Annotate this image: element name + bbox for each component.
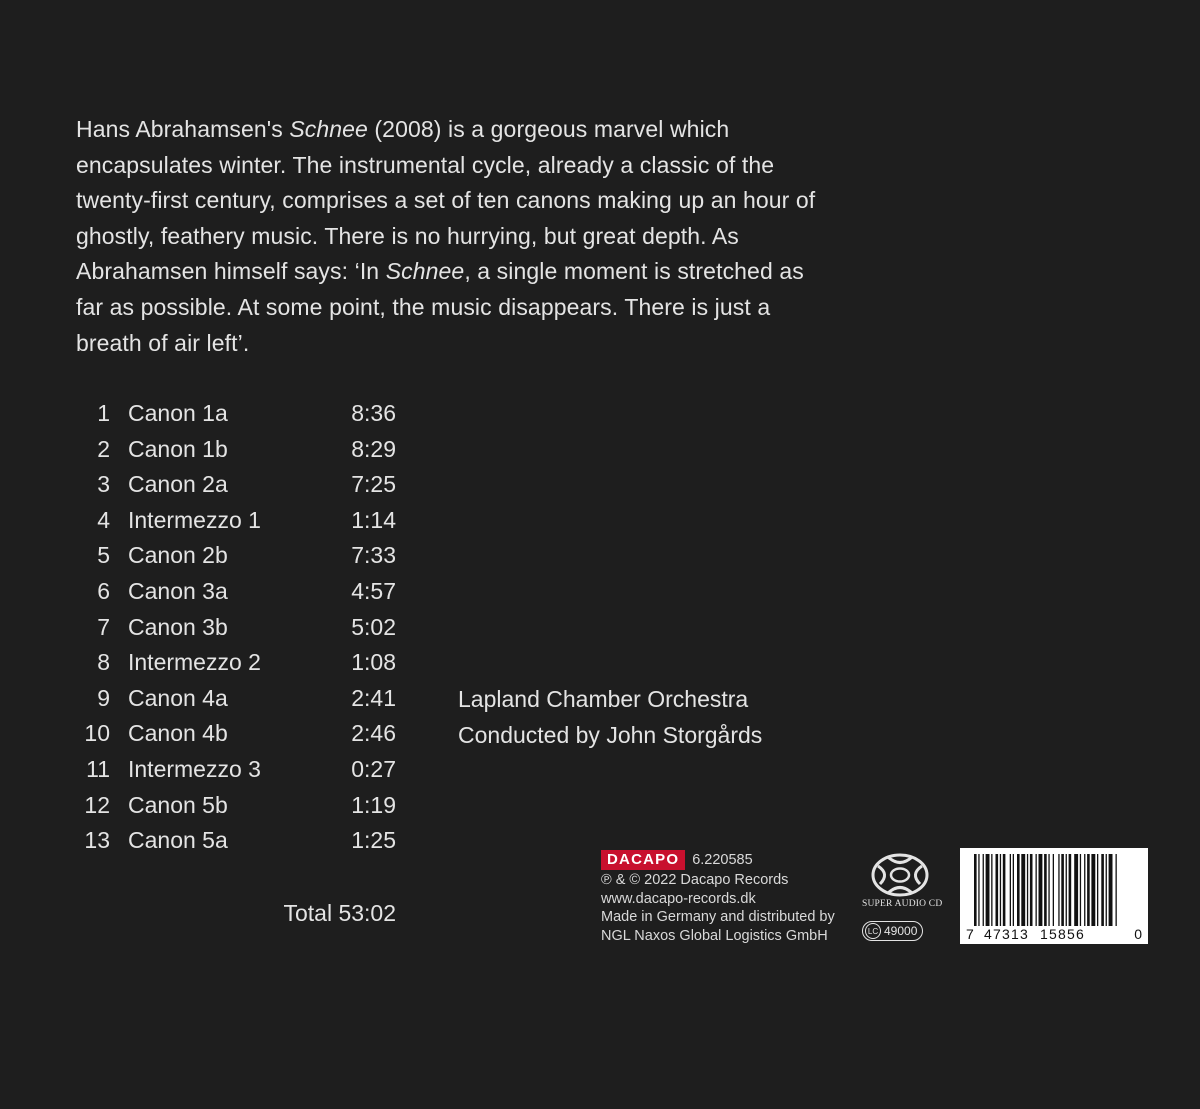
track-number: 4 — [97, 506, 110, 533]
track-title: Canon 2a — [128, 471, 228, 498]
intro-work-title: Schnee — [289, 116, 368, 142]
track-duration: 8:29 — [351, 435, 396, 462]
barcode — [960, 848, 1148, 944]
track-row — [70, 574, 410, 610]
track-number: 13 — [84, 827, 110, 854]
track-number: 10 — [84, 720, 110, 747]
track-title: Canon 4a — [128, 684, 228, 711]
barcode-right-group: 15856 — [1040, 926, 1085, 942]
sacd-text: SUPER AUDIO CD — [862, 899, 943, 909]
track-row — [70, 467, 410, 503]
barcode-lead-digit: 7 — [966, 926, 974, 942]
track-row — [70, 681, 410, 717]
track-row — [70, 538, 410, 574]
track-duration: 1:19 — [351, 791, 396, 818]
track-duration: 4:57 — [351, 577, 396, 604]
track-title: Intermezzo 3 — [128, 755, 261, 782]
label-info — [601, 849, 835, 945]
track-number: 9 — [97, 684, 110, 711]
track-row — [70, 752, 410, 788]
track-row — [70, 716, 410, 752]
track-row — [70, 610, 410, 646]
intro-work-title-2: Schnee — [385, 258, 465, 285]
track-row — [70, 432, 410, 468]
track-row — [70, 503, 410, 539]
sacd-disc-icon — [870, 852, 930, 898]
catalog-number: 6.220585 — [692, 851, 753, 868]
dacapo-logo: DACAPO — [601, 850, 685, 870]
track-duration: 1:08 — [351, 649, 396, 676]
tracklist — [70, 396, 410, 859]
track-title: Canon 1a — [128, 400, 228, 426]
intro-part-1: Hans Abrahamsen's — [76, 116, 290, 142]
track-duration: 1:25 — [351, 827, 396, 854]
track-title: Canon 3a — [128, 577, 228, 604]
track-title: Canon 3b — [128, 613, 228, 640]
track-duration: 5:02 — [351, 613, 396, 640]
track-number: 5 — [97, 542, 110, 569]
intro-part-3: , a single moment is stretched as far as possible. At some point, the music disappears. There is just a breath of air left’. — [76, 258, 804, 356]
intro-part-2: (2008) is a gorgeous marvel which encapsulates winter. The instrumental cycle, already a classic of the twenty-first century, comprises a set of ten canons making up an hour of ghostly, feathery music. There is no hurrying, but great depth. As Abrahamsen himself says: ‘In — [76, 116, 816, 285]
track-duration: 0:27 — [351, 755, 396, 782]
conductor-name: Conducted by John Storgårds — [458, 721, 763, 748]
track-number: 3 — [97, 471, 110, 498]
track-row — [70, 645, 410, 681]
track-duration: 7:33 — [351, 542, 396, 569]
track-title: Intermezzo 2 — [128, 649, 261, 676]
track-number: 11 — [86, 755, 110, 782]
lc-code: 49000 — [884, 924, 918, 938]
track-row — [70, 823, 410, 859]
barcode-left-group: 47313 — [984, 926, 1029, 942]
barcode-trail-digit: 0 — [1134, 926, 1142, 942]
track-number: 6 — [97, 577, 110, 604]
track-duration: 2:41 — [351, 684, 396, 711]
performers — [458, 682, 762, 753]
track-number: 7 — [97, 613, 110, 640]
track-number: 2 — [97, 435, 110, 462]
track-number: 8 — [97, 649, 110, 676]
track-row — [70, 788, 410, 824]
track-title: Canon 2b — [128, 542, 228, 569]
track-title: Canon 4b — [128, 720, 228, 747]
distributor-line: NGL Naxos Global Logistics GmbH — [601, 927, 828, 944]
made-in-line: Made in Germany and distributed by — [601, 909, 835, 925]
barcode-digits — [960, 926, 1148, 942]
track-duration: 8:36 — [351, 400, 396, 426]
lc-badge — [862, 921, 923, 941]
track-duration: 2:46 — [351, 720, 396, 747]
track-title: Intermezzo 1 — [128, 506, 261, 533]
copyright-line: ℗ & © 2022 Dacapo Records — [601, 872, 789, 888]
orchestra-name: Lapland Chamber Orchestra — [458, 686, 749, 712]
intro-paragraph — [76, 112, 836, 361]
track-number: 12 — [84, 791, 110, 818]
track-title: Canon 5b — [128, 791, 228, 818]
track-duration: 7:25 — [351, 471, 396, 498]
track-row — [70, 396, 410, 432]
track-title: Canon 1b — [128, 435, 228, 462]
track-duration: 1:14 — [351, 506, 396, 533]
track-number: 1 — [97, 400, 110, 426]
lc-prefix: LC — [865, 923, 881, 939]
track-title: Canon 5a — [128, 827, 228, 854]
label-header — [601, 849, 835, 871]
sacd-logo — [862, 852, 943, 944]
total-duration: Total 53:02 — [283, 900, 396, 926]
website-line: www.dacapo-records.dk — [601, 890, 756, 907]
